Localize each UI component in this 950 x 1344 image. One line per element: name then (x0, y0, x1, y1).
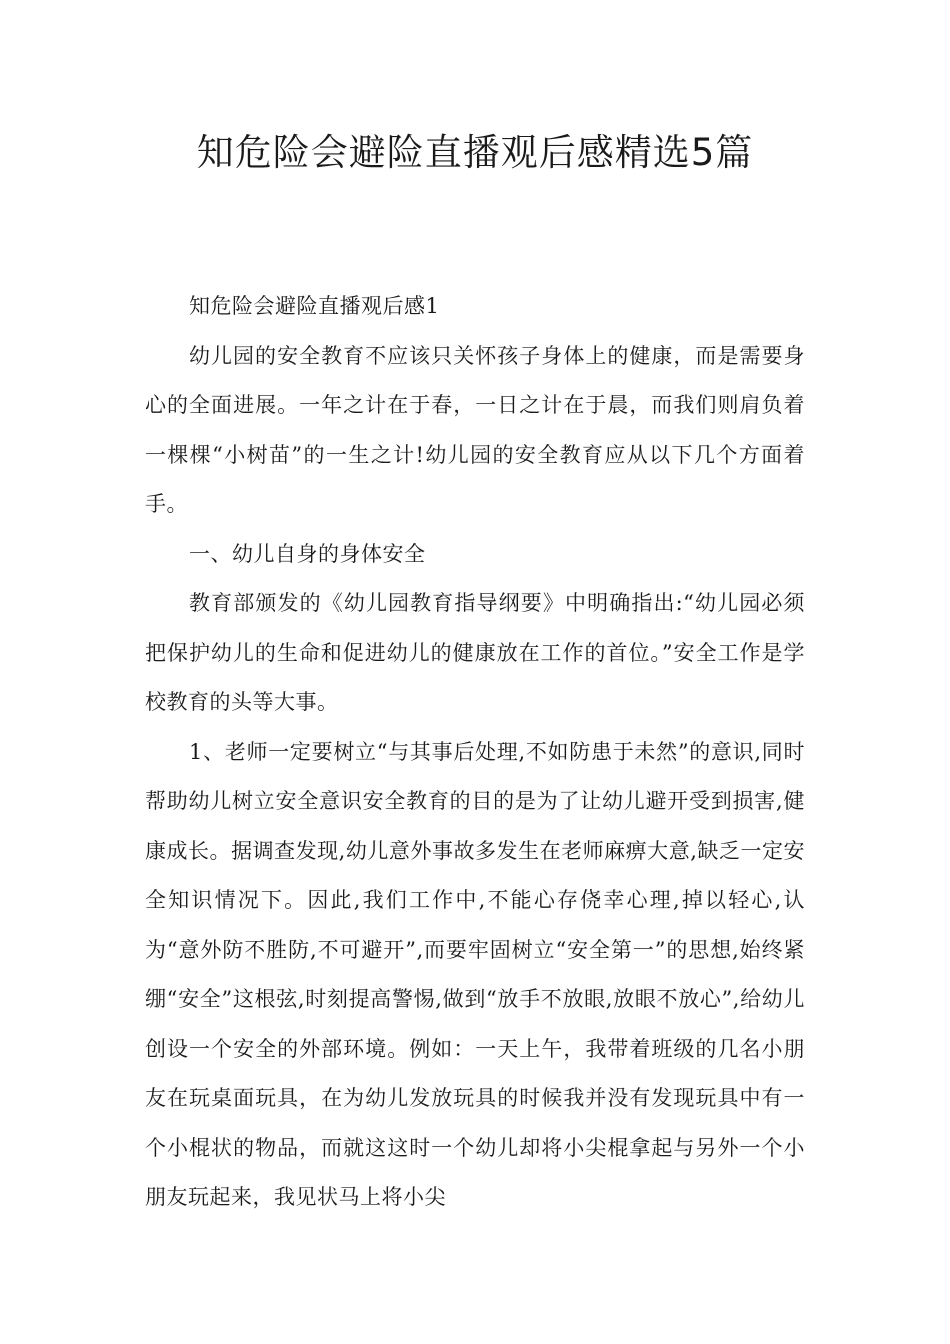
document-body (145, 282, 805, 1223)
paragraph: 1、老师一定要树立“与其事后处理,不如防患于未然”的意识,同时帮助幼儿树立安全意识安全教育的目的是为了让幼儿避开受到损害,健康成长。据调查发现,幼儿意外事故多发生在老师麻痹大意,缺乏一定安全知识情况下。因此,我们工作中,不能心存侥幸心理,掉以轻心,认为“意外防不胜防,不可避开”,而要牢固树立“安全第一”的思想,始终紧绷“安全”这根弦,时刻提高警惕,做到“放手不放眼,放眼不放心”,给幼儿创设一个安全的外部环境。例如：一天上午，我带着班级的几名小朋友在玩桌面玩具，在为幼儿发放玩具的时候我并没有发现玩具中有一个小棍状的物品，而就这这时一个幼儿却将小尖棍拿起与另外一个小朋友玩起来，我见状马上将小尖 (145, 739, 805, 1209)
document-title: 知危险会避险直播观后感精选5篇 (196, 131, 754, 174)
section-heading: 知危险会避险直播观后感1 (189, 294, 440, 318)
subsection-heading: 一、幼儿自身的身体安全 (189, 541, 426, 566)
paragraph: 教育部颁发的《幼儿园教育指导纲要》中明确指出:“幼儿园必须把保护幼儿的生命和促进幼儿的健康放在工作的首位。”安全工作是学校教育的头等大事。 (145, 591, 805, 714)
paragraph: 幼儿园的安全教育不应该只关怀孩子身体上的健康，而是需要身心的全面进展。一年之计在于春，一日之计在于晨，而我们则肩负着一棵棵“小树苗”的一生之计!幼儿园的安全教育应从以下几个方面着手。 (145, 343, 805, 516)
